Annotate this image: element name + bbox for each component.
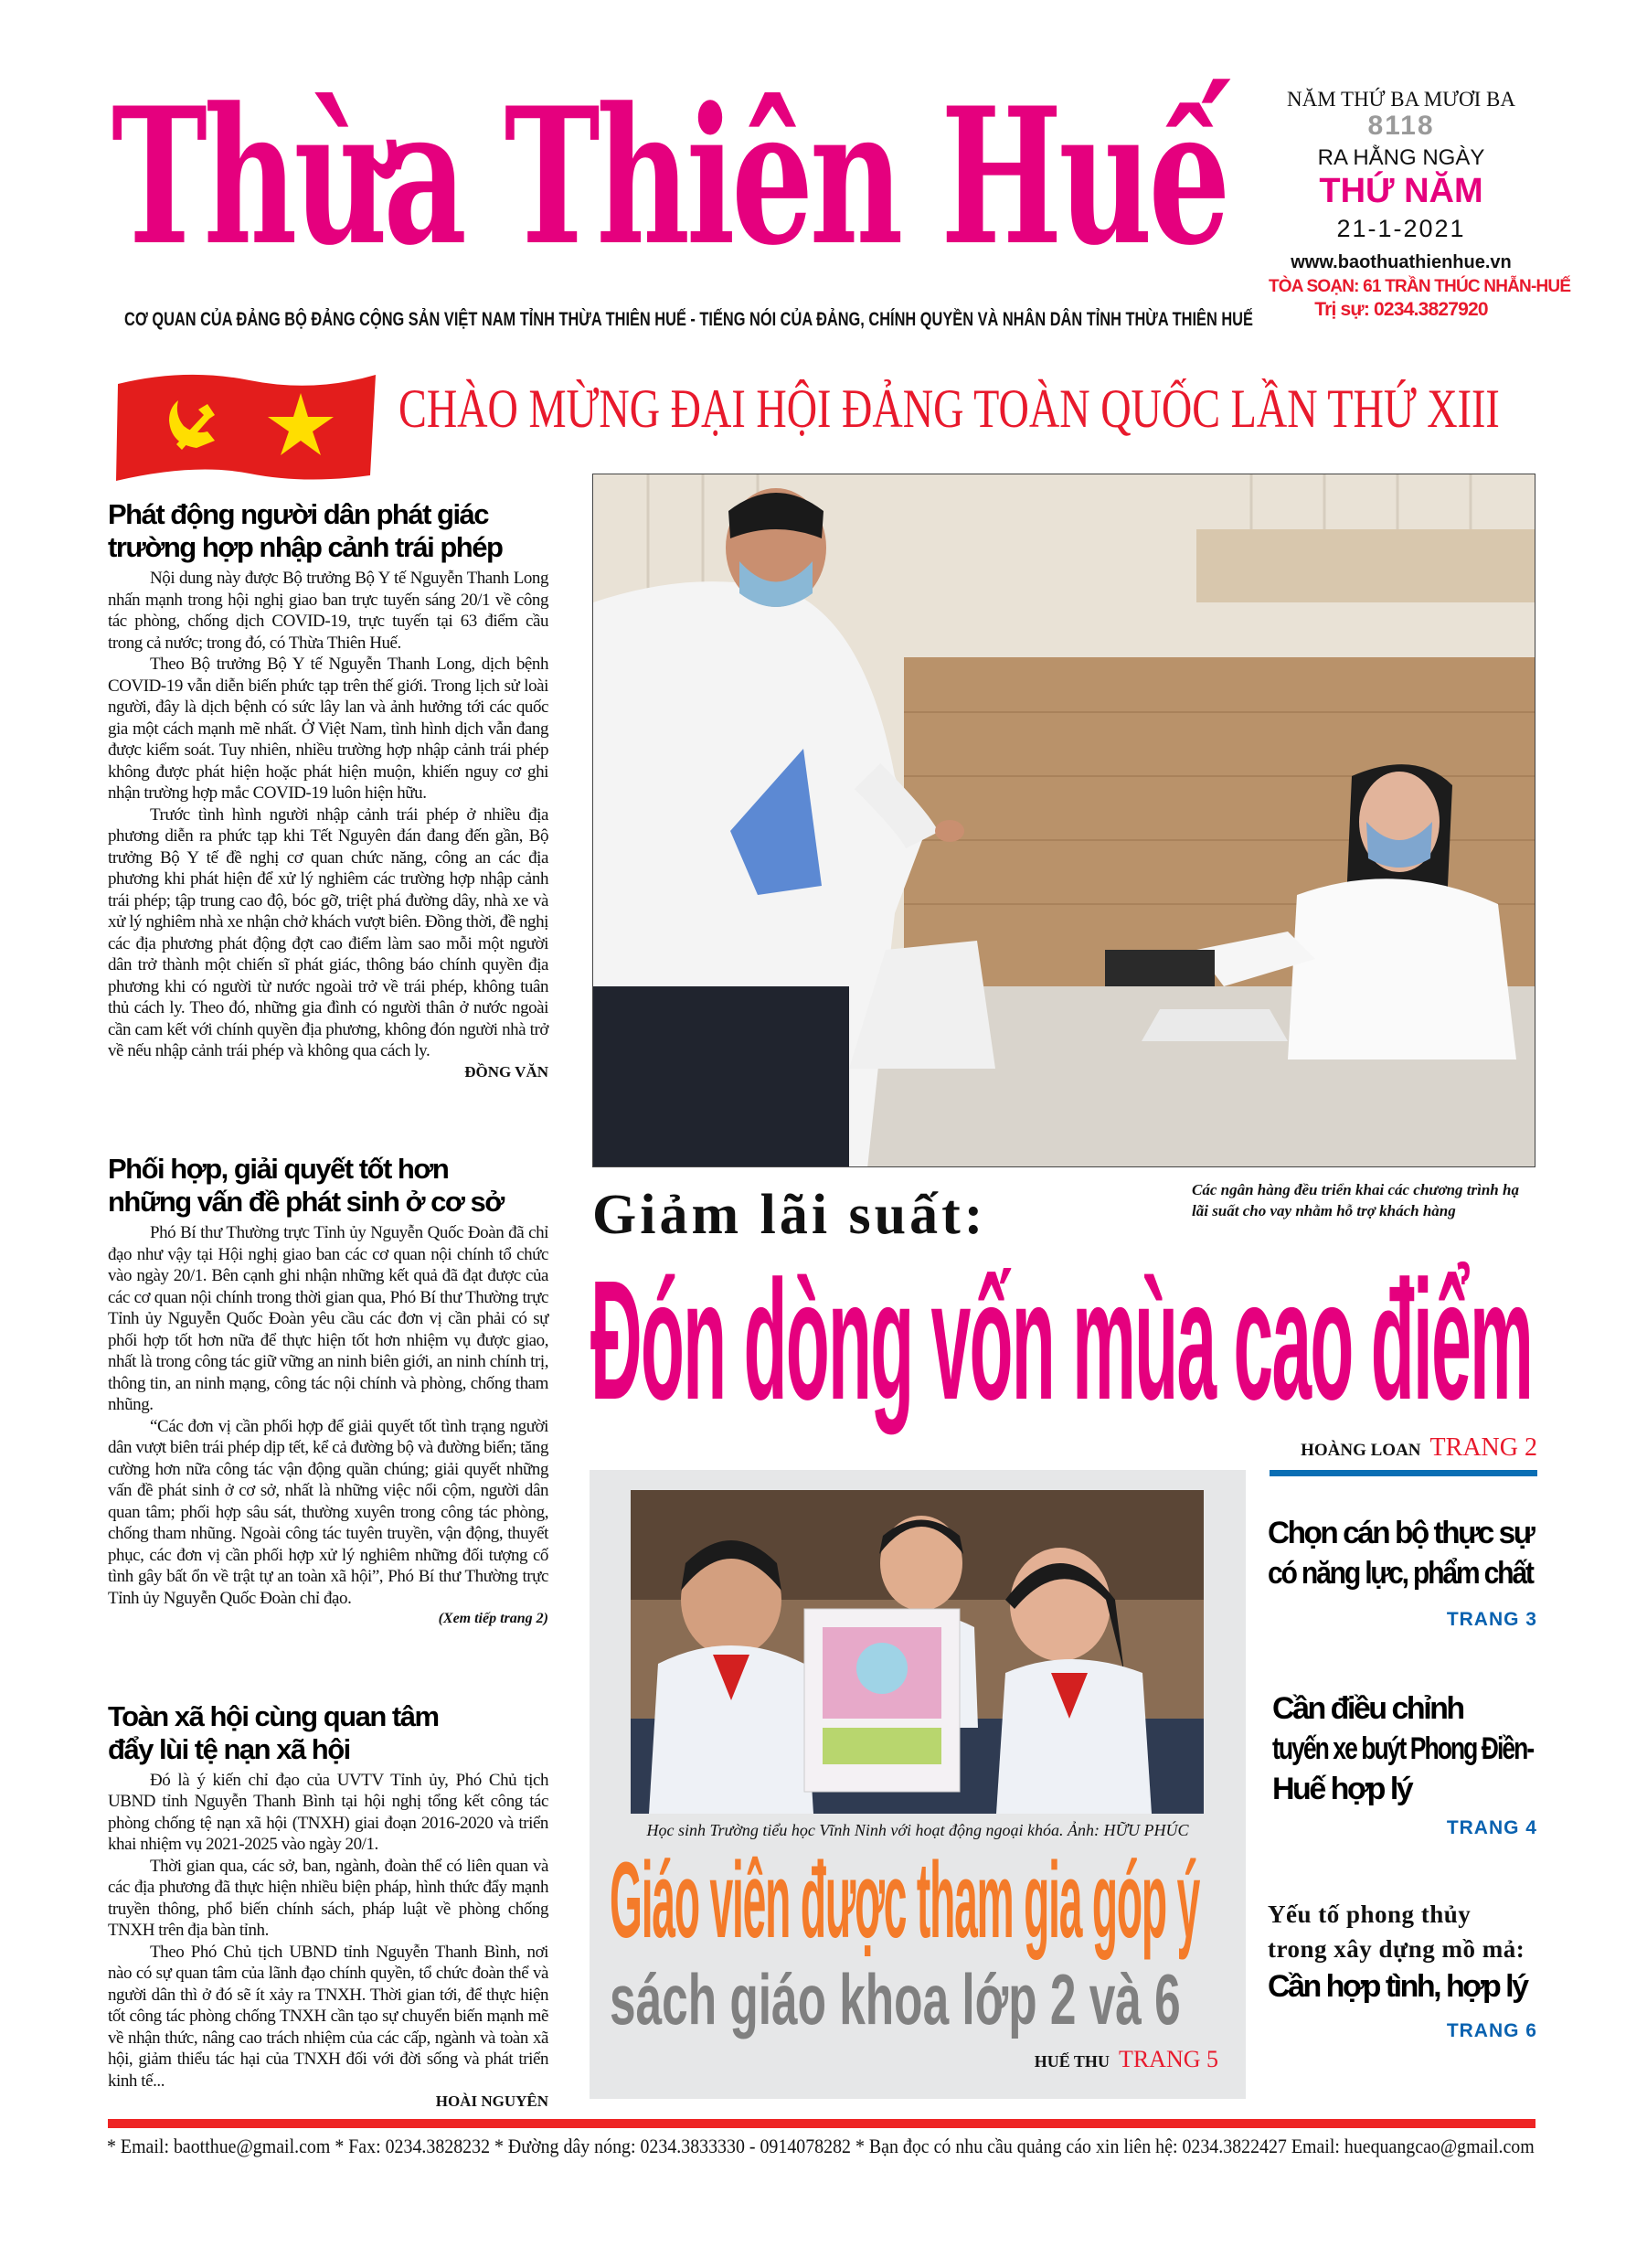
article-coordination[interactable] (108, 1153, 548, 1629)
frequency: RA HẰNG NGÀY (1317, 145, 1485, 171)
education-byline (1035, 2046, 1218, 2077)
teaser[interactable] (1272, 1688, 1537, 1840)
article-headline (108, 1153, 548, 1219)
teaser-line: Chọn cán bộ thực sự (1268, 1516, 1534, 1550)
paragraph: Nội dung này được Bộ trưởng Bộ Y tế Nguyễn Thanh Long nhấn mạnh trong hội nghị giao ban trực tuyến sáng 20/1 về công tác phòng, chống dịch COVID-19, trực tuyến tại 63 điểm cầu trong cả nước; trong đó, có Thừa Thiên Huế. (108, 569, 548, 653)
bank-photo (592, 474, 1535, 1167)
footer-divider (108, 2119, 1535, 2128)
page-ref[interactable]: TRANG 3 (1446, 1609, 1537, 1630)
issue-number: 8118 (1367, 111, 1435, 142)
lead-kicker: Giảm lãi suất: (592, 1184, 987, 1246)
paragraph: Theo Phó Chủ tịch UBND tỉnh Nguyễn Thanh Bình, nơi nào có sự quan tâm của lãnh đạo chính quyền, tổ chức đoàn thể và người dân thì ở đó sẽ ít xảy ra TNXH. Thời gian tới, để thực hiện tốt công tác phòng chống TNXH cần tạo sự chuyển biến mạnh mẽ về nhận thức, nâng cao trách nhiệm của các cấp, ngành và toàn xã hội, giảm thiểu tác hại của TNXH đối với đời sống và phát triển kinh tế... (108, 1942, 548, 2091)
article-illegal-entry[interactable] (108, 498, 548, 1082)
teaser-line: Yếu tố phong thủy (1268, 1901, 1472, 1928)
paragraph: Đó là ý kiến chỉ đạo của UVTV Tỉnh ủy, Phó Chủ tịch UBND tỉnh Nguyễn Thanh Bình tại hội nghị tổng kết công tác phòng chống tệ nạn xã hội (TNXH) giai đoạn 2016-2020 và triển khai nhiệm vụ 2021-2025 vào ngày 20/1. (108, 1770, 548, 1854)
teaser[interactable] (1268, 1897, 1537, 2043)
education-story-box[interactable] (590, 1470, 1246, 2099)
page-ref[interactable]: TRANG 6 (1446, 2020, 1537, 2041)
bank-photo-caption: Các ngân hàng đều triển khai các chương trình hạ lãi suất cho vay nhằm hỗ trợ khách hàng (1192, 1181, 1519, 1219)
headline-line: Phát động người dân phát giác (108, 498, 489, 530)
paragraph: Theo Bộ trưởng Bộ Y tế Nguyễn Thanh Long, dịch bệnh COVID-19 vẫn diễn biến phức tạp trên thế giới. Trong lịch sử loài người, đây là dịch bệnh có sức lây lan và ảnh hưởng tới các quốc gia một cách mạnh mẽ nhất. Ở Việt Nam, tình hình dịch vẫn đang được kiểm soát. Tuy nhiên, nhiều trường hợp nhập cảnh trái phép không được phát hiện hoặc phát hiện muộn, khiến nguy cơ ghi nhận trường hợp mắc COVID-19 luôn hiện hữu. (108, 655, 548, 803)
paragraph: Thời gian qua, các sở, ban, ngành, đoàn thể có liên quan và các địa phương đã thực hiện nhiều biện pháp, hình thức đẩy mạnh truyền thông, phổ biến chính sách, pháp luật về phòng chống TNXH trên địa bàn tỉnh. (108, 1856, 548, 1940)
footer-contacts: * Email: baotthue@gmail.com * Fax: 0234.3828232 * Đường dây nóng: 0234.3833330 - 0914078282 * Bạn đọc có nhu cầu quảng cáo xin liên hệ: 0234.3822427 Email: huequangcao@gmail.com (107, 2135, 1535, 2157)
byline: HOÀNG LOAN (1301, 1441, 1421, 1460)
teasers-column (1268, 1470, 1537, 2043)
teaser-line: Cần hợp tình, hợp lý (1268, 1969, 1527, 2004)
headline-line: Phối hợp, giải quyết tốt hơn (108, 1153, 449, 1185)
teaser-line: Cần điều chỉnh (1272, 1691, 1463, 1726)
paragraph: Trước tình hình người nhập cảnh trái phép ở nhiều địa phương diễn ra phức tạp khi Tết Nguyên đán đang đến gần, Bộ trưởng Bộ Y tế đề nghị cơ quan chức năng, công an các địa phương khi phát hiện để xử lý nghiêm các trường hợp nhập cảnh trái phép; tập trung cao độ, bóc gỡ, triệt phá đường dây, nhà xe và xử lý nghiêm nhà xe nhận chở khách vượt biên. Đồng thời, đề nghị các địa phương phát động đợt cao điểm làm sao mỗi một người dân trở thành một chiến sĩ phát giác, thông báo chính quyền địa phương khi có người từ nước ngoài trở về trái phép, không tuân thủ cách ly. Theo đó, những gia đình có người thân ở nước ngoài cần cam kết với chính quyền địa phương, không đón người nhà trở về nếu nhập cảnh trái phép và không qua cách ly. (108, 804, 548, 1060)
continued-link[interactable]: (Xem tiếp trang 2) (438, 1611, 548, 1626)
byline: ĐỒNG VĂN (464, 1062, 548, 1081)
teaser[interactable] (1268, 1513, 1537, 1632)
teaser-line: Huế hợp lý (1272, 1772, 1412, 1806)
office-address: TÒA SOẠN: 61 TRẦN THÚC NHẪN-HUẾ (1269, 277, 1571, 297)
headline-line: những vấn đề phát sinh ở cơ sở (108, 1186, 504, 1218)
page-ref[interactable]: TRANG 4 (1446, 1817, 1537, 1838)
students-photo-caption: Học sinh Trường tiểu học Vĩnh Ninh với hoạt động ngoại khóa. Ảnh: HỮU PHÚC (646, 1821, 1189, 1839)
headline-line: trường hợp nhập cảnh trái phép (108, 531, 503, 563)
newspaper-title: Thừa Thiên Huế (112, 68, 1227, 287)
admin-phone: Trị sự: 0234.3827920 (1314, 299, 1488, 321)
byline: HUẾ THU (1034, 2052, 1110, 2071)
lead-headline[interactable]: Đón dòng vốn mùa cao điểm (590, 1246, 1533, 1435)
page-ref[interactable]: TRANG 2 (1429, 1433, 1537, 1462)
students-photo (631, 1490, 1204, 1814)
headline-line: đẩy lùi tệ nạn xã hội (108, 1732, 350, 1765)
article-headline (108, 498, 548, 564)
website-link[interactable]: www.baothuathienhue.vn (1291, 252, 1512, 273)
divider (1270, 1470, 1537, 1476)
education-subheadline: sách giáo khoa lớp 2 và 6 (610, 1959, 1181, 2039)
issue-date: 21-1-2021 (1336, 215, 1466, 243)
year-label: NĂM THỨ BA MƯƠI BA (1287, 88, 1515, 111)
teaser-line: tuyến xe buýt Phong Điền- (1272, 1731, 1534, 1766)
lead-byline (1188, 1433, 1537, 1466)
byline: HOÀI NGUYÊN (435, 2092, 548, 2110)
paragraph: Phó Bí thư Thường trực Tỉnh ủy Nguyễn Quốc Đoàn đã chỉ đạo như vậy tại Hội nghị giao ban các cơ quan nội chính tổ chức vào ngày 20/1. Bên cạnh ghi nhận những kết quả đã đạt được của các cơ quan nội chính trong thời gian qua, Phó Bí thư Thường trực Tỉnh ủy Nguyễn Quốc Đoàn yêu cầu các đơn vị cần phải có sự phối hợp tốt hơn nữa để thực hiện tốt hơn nhiệm vụ được giao, nhất là trong công tác giữ vững an ninh biên giới, an ninh chính trị, thông tin, an ninh mạng, công tác nội chính và phòng, chống tham nhũng. (108, 1223, 548, 1414)
education-headline[interactable]: Giáo viên được tham gia góp ý (610, 1840, 1200, 1961)
issue-info (1269, 88, 1571, 321)
masthead-subtitle: CƠ QUAN CỦA ĐẢNG BỘ ĐẢNG CỘNG SẢN VIỆT NAM TỈNH THỪA THIÊN HUẾ - TIẾNG NÓI CỦA ĐẢNG, CHÍNH QUYỀN VÀ NHÂN DÂN TỈNH THỪA THIÊN HUẾ (124, 309, 1253, 330)
teaser-line: có năng lực, phẩm chất (1268, 1556, 1533, 1591)
teaser-line: trong xây dựng mồ mả: (1268, 1935, 1525, 1963)
left-column (108, 498, 548, 2112)
party-flag-icon (112, 367, 379, 486)
paragraph: “Các đơn vị cần phối hợp để giải quyết tốt tình trạng người dân vượt biên trái phép dịp tết, kể cả đường bộ và đường biển; tăng cường hơn nữa công tác vận động quần chúng; giải quyết những vấn đề phát sinh ở cơ sở, nhất là những việc nổi cộm, người dân quan tâm; phối hợp sâu sát, thường xuyên trong công tác phòng, chống tham nhũng. Ngoài công tác tuyên truyền, vận động, thuyết phục, các đơn vị cần phối hợp xử lý nghiêm những đối tượng cố tình gây bất ổn về trật tự an toàn xã hội”, Phó Bí thư Thường trực Tỉnh ủy Nguyễn Quốc Đoàn chỉ đạo. (108, 1416, 549, 1608)
congress-banner: CHÀO MỪNG ĐẠI HỘI ĐẢNG TOÀN QUỐC LẦN THỨ XIII (398, 378, 1500, 439)
article-headline (108, 1700, 548, 1766)
article-social-evils[interactable] (108, 1700, 548, 2113)
page-ref[interactable]: TRANG 5 (1118, 2046, 1218, 2072)
headline-line: Toàn xã hội cùng quan tâm (108, 1699, 439, 1732)
weekday: THỨ NĂM (1319, 171, 1483, 210)
